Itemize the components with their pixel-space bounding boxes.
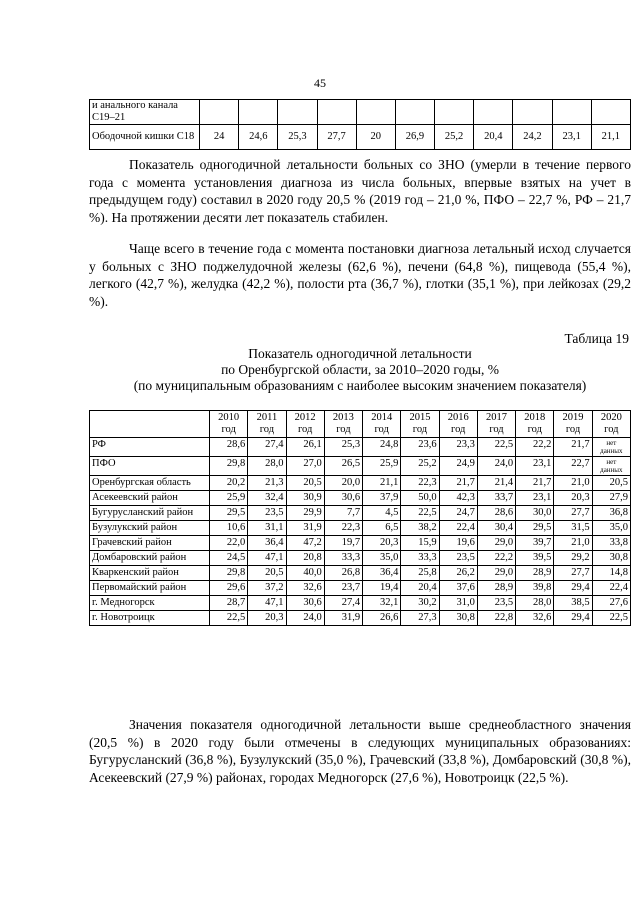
region-name: г. Новотроицк [90,611,210,626]
table-cell: 27,4 [248,438,286,457]
table-cell: 24 [200,125,239,150]
region-name: Грачевский район [90,536,210,551]
table-cell: 29,0 [477,536,515,551]
table-cell: 21,7 [554,438,592,457]
table-cell: 42,3 [439,491,477,506]
table-cell: 21,3 [248,476,286,491]
table-cell: 6,5 [363,521,401,536]
table-cell: 31,5 [554,521,592,536]
year-suffix: год [374,424,389,435]
table-cell: 27,4 [324,596,362,611]
table-row [90,491,631,506]
table-cell: 37,6 [439,581,477,596]
table-cell: 23,5 [477,596,515,611]
table-cell: 24,8 [363,438,401,457]
table-cell: 47,2 [286,536,324,551]
table-title-line-2: по Оренбургской области, за 2010–2020 годы, % [221,362,499,377]
table-cell: 27,7 [554,506,592,521]
table-row [90,476,631,491]
table-row [90,457,631,476]
table-cell: 40,0 [286,566,324,581]
year-suffix: год [221,424,236,435]
table-cell: 32,1 [363,596,401,611]
table-cell: 30,8 [592,551,630,566]
table-cell: 24,5 [210,551,248,566]
year-suffix: год [489,424,504,435]
table-cell: 32,6 [286,581,324,596]
table-cell: 28,6 [210,438,248,457]
header-row [90,411,631,438]
table-cell: 32,4 [248,491,286,506]
table-cell: 33,8 [592,536,630,551]
table-cell: 35,0 [592,521,630,536]
region-name: Бузулукский район [90,521,210,536]
year-number: 2015 [409,412,431,423]
table-cell: 23,5 [439,551,477,566]
table-cell: 22,0 [210,536,248,551]
table-row [90,566,631,581]
table-cell: 29,4 [554,581,592,596]
year-header [439,411,477,438]
table-cell: 27,6 [592,596,630,611]
table-cell: 22,8 [477,611,515,626]
table-cell [513,100,552,125]
table-cell: 22,7 [554,457,592,476]
table-cell [592,438,630,457]
table-cell: 36,4 [248,536,286,551]
table-cell: 26,8 [324,566,362,581]
table-row [90,581,631,596]
year-number: 2014 [371,412,393,423]
table-row [90,438,631,457]
year-number: 2011 [256,412,278,423]
year-header [554,411,592,438]
table-cell: 28,9 [477,581,515,596]
year-header [210,411,248,438]
table-cell: 30,0 [516,506,554,521]
table-cell: 36,8 [592,506,630,521]
table-cell: 39,8 [516,581,554,596]
table-cell: 20,8 [286,551,324,566]
region-name: Первомайский район [90,581,210,596]
table-cell: 27,7 [317,125,356,150]
table-cell: 23,3 [439,438,477,457]
table-row [90,506,631,521]
paragraph-lethality-overview: Показатель одногодичной летальности больных со ЗНО (умерли в течение первого года с момента установления диагноза из числа больных, впервые взятых на учет в предыдущем году) составил в 2020 году 20,5 % (2019 год – 21,0 %, ПФО – 22,7 %, РФ – 21,7 %). На протяжении десяти лет показатель стабилен. [89,157,631,225]
table-cell: 29,0 [477,566,515,581]
year-suffix: год [604,424,619,435]
table-cell: 33,3 [401,551,439,566]
table-cell: 30,2 [401,596,439,611]
year-header [248,411,286,438]
table-cell: 50,0 [401,491,439,506]
table-cell: 27,0 [286,457,324,476]
year-number: 2010 [218,412,240,423]
table-cell: 29,5 [516,521,554,536]
region-name: Кваркенский район [90,566,210,581]
table-cell: 28,6 [477,506,515,521]
table-cell: 23,1 [552,125,591,150]
table-cell [278,100,317,125]
year-header [401,411,439,438]
region-name: г. Медногорск [90,596,210,611]
table-cell: 21,0 [554,536,592,551]
table-cell: 33,7 [477,491,515,506]
table-cell: 24,7 [439,506,477,521]
table-cell: 30,4 [477,521,515,536]
table-cell: 28,0 [248,457,286,476]
table-cell: 19,6 [439,536,477,551]
table-cell: 24,6 [239,125,278,150]
table-cell: 47,1 [248,551,286,566]
table-cell: 37,2 [248,581,286,596]
table-cell: 30,6 [286,596,324,611]
table-title [89,346,631,394]
table-title-line-3: (по муниципальным образованиям с наиболее высоким значением показателя) [133,378,587,393]
region-name: ПФО [90,457,210,476]
table-cell: 31,1 [248,521,286,536]
table-cell: 15,9 [401,536,439,551]
table-cell: 22,2 [477,551,515,566]
table-cell: 20,5 [592,476,630,491]
table-cell [592,457,630,476]
table-cell: 39,7 [516,536,554,551]
table-cell: 20,3 [554,491,592,506]
year-suffix: год [527,424,542,435]
table-cell: 23,6 [401,438,439,457]
year-suffix: год [259,424,275,435]
table-cell: 4,5 [363,506,401,521]
year-number: 2018 [524,412,546,423]
table-row [90,125,631,150]
region-name: Бугурусланский район [90,506,210,521]
table-row [90,521,631,536]
table-cell: 29,8 [210,566,248,581]
table-cell: 27,9 [592,491,630,506]
table-cell: 20,5 [286,476,324,491]
table-cell: 32,6 [516,611,554,626]
table-cell: 22,3 [401,476,439,491]
table-cell: 30,8 [439,611,477,626]
table-cell: 20,5 [248,566,286,581]
table-cell: 38,2 [401,521,439,536]
year-header [324,411,362,438]
table-cell: 26,9 [395,125,434,150]
continued-table [89,99,631,150]
table-cell: 20,3 [363,536,401,551]
table-row [90,596,631,611]
table-cell: 14,8 [592,566,630,581]
table-cell: 31,0 [439,596,477,611]
year-suffix: год [412,424,428,435]
table-title-line-1: Показатель одногодичной летальности [248,346,472,361]
table-cell: 27,7 [554,566,592,581]
table-cell: 26,6 [363,611,401,626]
table-cell: 22,5 [477,438,515,457]
table-cell: 20,0 [324,476,362,491]
table-cell: 22,5 [592,611,630,626]
paragraph-municipal-summary: Значения показателя одногодичной летальности выше среднеобластного значения (20,5 %) в 2020 году были отмечены в следующих муниципальных образованиях: Бугурусланский (36,8 %), Бузулукский (35,0 %), Грачевский (33,8 %), Домбаровский (30,8 %), Асекеевский (27,9 %) районах, городах Медногорск (27,6 %), Новотроицк (22,5 %). [89,717,631,785]
table-row [90,100,631,125]
table-cell: 25,3 [278,125,317,150]
table-cell: 7,7 [324,506,362,521]
year-header [477,411,515,438]
table-cell: 26,2 [439,566,477,581]
table-cell: 31,9 [286,521,324,536]
table-cell: 28,0 [516,596,554,611]
header-cell-empty [90,411,210,438]
year-number: 2019 [562,412,584,423]
table-cell: 30,6 [324,491,362,506]
table-cell: 37,9 [363,491,401,506]
no-data-note: нет данных [600,458,623,474]
year-suffix: год [297,424,313,435]
table-cell: 24,2 [513,125,552,150]
year-suffix: год [336,424,351,435]
table-label: Таблица 19 [564,331,629,346]
table-cell [474,100,513,125]
row-label: Ободочной кишки С18 [90,125,200,150]
table-row [90,536,631,551]
table-cell: 25,2 [401,457,439,476]
table-cell: 21,1 [363,476,401,491]
year-number: 2017 [485,412,507,423]
table-cell: 21,0 [554,476,592,491]
table-cell: 23,5 [248,506,286,521]
table-cell: 26,1 [286,438,324,457]
table-cell: 20,2 [210,476,248,491]
year-header [286,411,324,438]
table-cell [395,100,434,125]
table-cell: 22,5 [401,506,439,521]
table-cell [317,100,356,125]
table-cell: 29,8 [210,457,248,476]
table-cell: 22,4 [439,521,477,536]
table-row [90,611,631,626]
table-cell: 38,5 [554,596,592,611]
region-name: Оренбургская область [90,476,210,491]
region-name: РФ [90,438,210,457]
table-cell: 21,7 [516,476,554,491]
year-suffix: год [565,424,581,435]
year-header [363,411,401,438]
table-cell: 22,2 [516,438,554,457]
table-cell: 22,3 [324,521,362,536]
table-cell: 21,1 [591,125,630,150]
table-cell: 29,9 [286,506,324,521]
table-cell: 23,1 [516,457,554,476]
table-cell: 35,0 [363,551,401,566]
year-number: 2012 [294,412,316,423]
table-cell: 29,6 [210,581,248,596]
table-cell: 23,7 [324,581,362,596]
lethality-table [89,410,631,626]
table-cell [356,100,395,125]
table-cell: 27,3 [401,611,439,626]
year-header [516,411,554,438]
table-cell: 28,9 [516,566,554,581]
table-cell: 22,5 [210,611,248,626]
year-number: 2016 [447,412,469,423]
table-cell: 20,3 [248,611,286,626]
table-cell: 21,7 [439,476,477,491]
year-suffix: год [451,424,466,435]
table-cell [200,100,239,125]
table-cell: 22,4 [592,581,630,596]
row-label: и анального канала С19–21 [90,100,200,125]
no-data-note: нет данных [600,439,623,455]
table-cell: 23,1 [516,491,554,506]
table-cell: 25,9 [210,491,248,506]
table-cell: 28,7 [210,596,248,611]
table-cell: 39,5 [516,551,554,566]
page-number: 45 [314,76,326,90]
table-cell: 10,6 [210,521,248,536]
table-cell: 29,2 [554,551,592,566]
paragraph-lethality-by-site: Чаще всего в течение года с момента постановки диагноза летальный исход случается у больных с ЗНО поджелудочной железы (62,6 %), печени (64,8 %), пищевода (55,4 %), легкого (42,7 %), желудка (42,2 %), полости рта (36,7 %), глотки (35,1 %), при лейкозах (29,2 %). [89,241,631,309]
table-cell: 25,2 [435,125,474,150]
table-cell: 19,4 [363,581,401,596]
region-name: Асекеевский район [90,491,210,506]
table-cell: 29,4 [554,611,592,626]
table-cell: 25,8 [401,566,439,581]
table-cell: 20 [356,125,395,150]
table-cell: 24,9 [439,457,477,476]
table-cell: 30,9 [286,491,324,506]
region-name: Домбаровский район [90,551,210,566]
table-cell: 19,7 [324,536,362,551]
year-number: 2013 [332,412,354,423]
table-cell: 31,9 [324,611,362,626]
table-cell: 26,5 [324,457,362,476]
table-cell: 33,3 [324,551,362,566]
table-cell: 25,3 [324,438,362,457]
table-cell: 24,0 [477,457,515,476]
table-cell: 20,4 [474,125,513,150]
table-cell: 25,9 [363,457,401,476]
table-cell [435,100,474,125]
table-cell: 20,4 [401,581,439,596]
table-cell [591,100,630,125]
table-cell: 24,0 [286,611,324,626]
year-header [592,411,630,438]
table-cell [552,100,591,125]
table-cell: 21,4 [477,476,515,491]
table-row [90,551,631,566]
table-cell: 47,1 [248,596,286,611]
year-number: 2020 [600,412,622,423]
table-cell [239,100,278,125]
table-cell: 29,5 [210,506,248,521]
table-cell: 36,4 [363,566,401,581]
